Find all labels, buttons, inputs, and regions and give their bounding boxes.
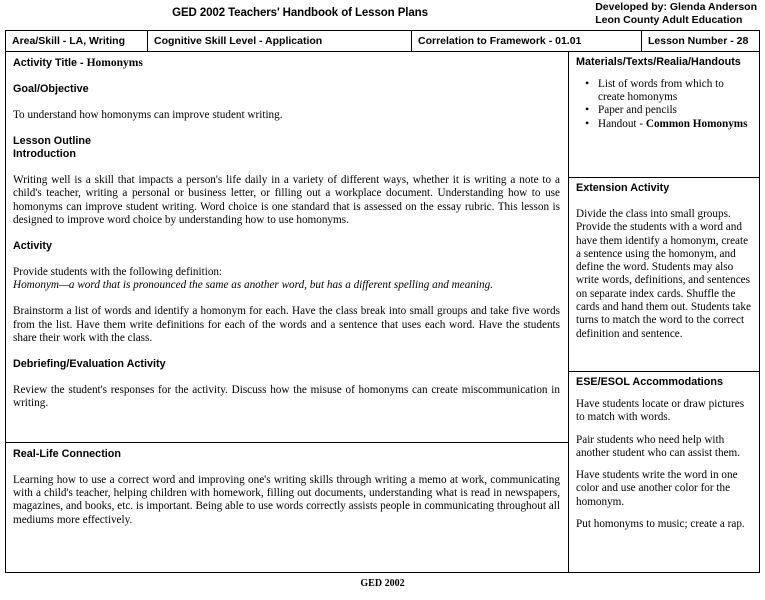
page-footer: GED 2002 (360, 578, 405, 589)
homonym-definition: Homonym—a word that is pronounced the same as another word, but has a different spelling and meaning. (13, 279, 494, 292)
introduction-text: Writing well is a skill that impacts a person's life daily in a variety of different ways, whether it is writing a note to a child's teacher, writing a personal or business letter, or filling out a workplace document. Understanding how to use homonyms can improve student writing. Word choice is one standard that is assessed on the essay rubric. This lesson is designed to improve word choice by understanding how to use homonyms. (13, 174, 560, 226)
activity-title (13, 57, 560, 70)
introduction-heading: Introduction (13, 148, 76, 161)
developed-by-block (595, 1, 757, 26)
materials-section (569, 52, 759, 178)
ese-esol-section (569, 372, 759, 572)
real-life-connection-section (6, 443, 568, 572)
right-column (568, 52, 759, 572)
list-item (598, 104, 752, 117)
real-life-connection-text: Learning how to use a correct word and improving one's writing skills through writing a memo at work, communicating with a child's teacher, helping children with homework, filling out documents, understanding what is read in newspapers, magazines, and books, etc. is important. Being able to use words correctly assists people in communicating throughout all mediums more effectively. (13, 474, 560, 526)
material-text: Paper and pencils (598, 104, 677, 117)
developed-by-line: Developed by: Glenda Anderson (595, 1, 757, 13)
definition-intro: Provide students with the following definition: (13, 266, 223, 279)
activity-title-label: Activity Title - (13, 57, 87, 69)
materials-list (576, 78, 752, 131)
material-text: List of words from which to create homonyms (598, 78, 724, 104)
ese-esol-paragraph: Have students locate or draw pictures to match with words. (576, 398, 745, 424)
ese-esol-heading: ESE/ESOL Accommodations (576, 376, 723, 388)
real-life-connection-heading: Real-Life Connection (13, 448, 121, 460)
lesson-number-cell: Lesson Number - 28 (641, 31, 761, 51)
left-column (6, 52, 568, 572)
material-text: Handout - (598, 117, 646, 130)
extension-activity-text: Divide the class into small groups. Provide the students with a word and have them identify a homonym, create a sentence using the homonym, and define the word. Students may also write words, definitions, and sentences on separate index cards. Shuffle the cards and hand them out. Students take turns to match the word to the correct definition and sentence. (576, 208, 751, 340)
ese-esol-paragraph: Have students write the word in one color and use another color for the homonym. (576, 469, 738, 508)
activity-title-value: Homonyms (86, 57, 143, 69)
debriefing-heading: Debriefing/Evaluation Activity (13, 358, 166, 371)
correlation-cell: Correlation to Framework - 01.01 (411, 31, 641, 51)
page-header (0, 0, 765, 28)
goal-objective-text: To understand how homonyms can improve student writing. (13, 109, 283, 121)
organization-line: Leon County Adult Education (595, 13, 743, 26)
area-skill-cell: Area/Skill - LA, Writing (12, 35, 125, 47)
cognitive-skill-cell: Cognitive Skill Level - Application (147, 31, 411, 51)
list-item (598, 78, 752, 104)
ese-esol-paragraph: Pair students who need help with another student who can assist them. (576, 433, 741, 459)
goal-objective-heading: Goal/Objective (13, 83, 89, 95)
lesson-outline-heading: Lesson Outline (13, 135, 91, 148)
list-item (598, 118, 752, 131)
table-header-row (6, 31, 759, 52)
debriefing-text: Review the student's responses for the activity. Discuss how the misuse of homonyms can create miscommunication in writing. (13, 384, 560, 410)
activity-text: Brainstorm a list of words and identify a homonym for each. Have the class break into small groups and take five words from the list. Have them write definitions for each of the words and a sentence that uses each word. Have the students share their work with the class. (13, 305, 560, 344)
ese-esol-paragraph: Put homonyms to music; create a rap. (576, 518, 745, 531)
activity-section (6, 52, 568, 443)
materials-heading: Materials/Texts/Realia/Handouts (576, 56, 741, 68)
material-handout-name: Common Homonyms (645, 117, 748, 130)
activity-heading: Activity (13, 240, 53, 253)
extension-activity-section (569, 178, 759, 372)
extension-activity-heading: Extension Activity (576, 182, 670, 194)
document-title: GED 2002 Teachers' Handbook of Lesson Plans (172, 7, 428, 19)
lesson-plan-table (5, 30, 760, 573)
